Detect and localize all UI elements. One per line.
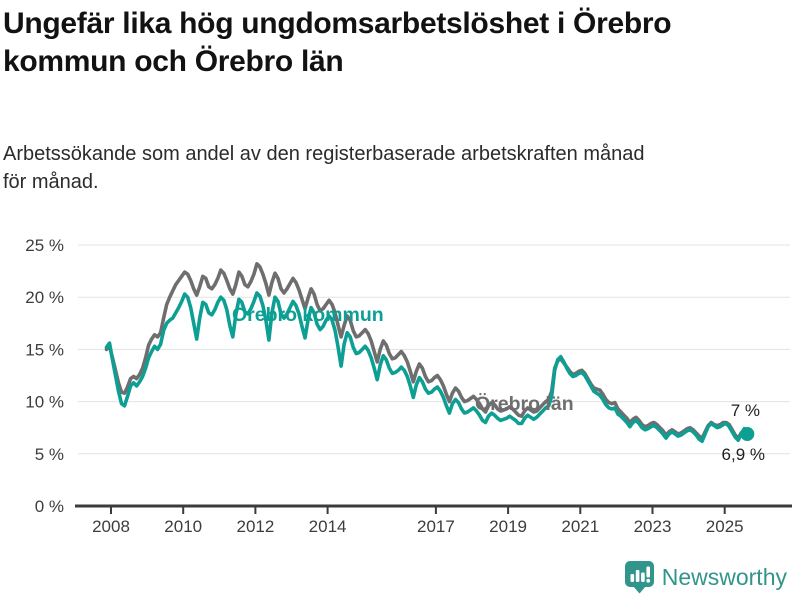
series-end-dot [740, 427, 754, 441]
end-value-label-lan: 7 % [730, 401, 760, 420]
x-tick-label: 2025 [705, 517, 744, 536]
y-tick-label: 5 % [34, 444, 64, 464]
chart-title-line-2: kommun och Örebro län [3, 45, 344, 79]
x-tick-label: 2010 [164, 517, 203, 536]
x-tick-label: 2021 [561, 517, 600, 536]
y-tick-label: 15 % [25, 340, 64, 360]
newsworthy-brand-text: Newsworthy [661, 563, 787, 590]
x-tick-label: 2008 [92, 517, 130, 536]
plot-layer [25, 236, 792, 536]
y-tick-label: 20 % [25, 288, 64, 308]
series-label-kommun: Örebro kommun [232, 304, 384, 326]
chart-subtitle-line-1: Arbetssökande som andel av den registerbaserade arbetskraften månad [3, 143, 645, 165]
newsworthy-logo-icon [624, 560, 655, 594]
end-value-label-kommun: 6,9 % [721, 445, 765, 464]
x-tick-label: 2019 [489, 517, 528, 536]
series-line-kommun [107, 293, 748, 441]
y-tick-label: 25 % [25, 236, 64, 255]
newsworthy-attribution [624, 560, 787, 594]
y-tick-label: 0 % [34, 497, 64, 516]
x-tick-label: 2012 [236, 517, 275, 536]
chart-subtitle-line-2: för månad. [3, 171, 99, 193]
chart-title-line-1: Ungefär lika hög ungdomsarbetslöshet i Örebro [3, 7, 672, 40]
series-line-lan [107, 264, 748, 438]
x-tick-label: 2023 [633, 517, 672, 536]
y-tick-label: 10 % [25, 392, 64, 412]
x-tick-label: 2014 [308, 517, 347, 536]
series-label-lan: Örebro län [475, 393, 574, 415]
x-tick-label: 2017 [416, 517, 455, 536]
